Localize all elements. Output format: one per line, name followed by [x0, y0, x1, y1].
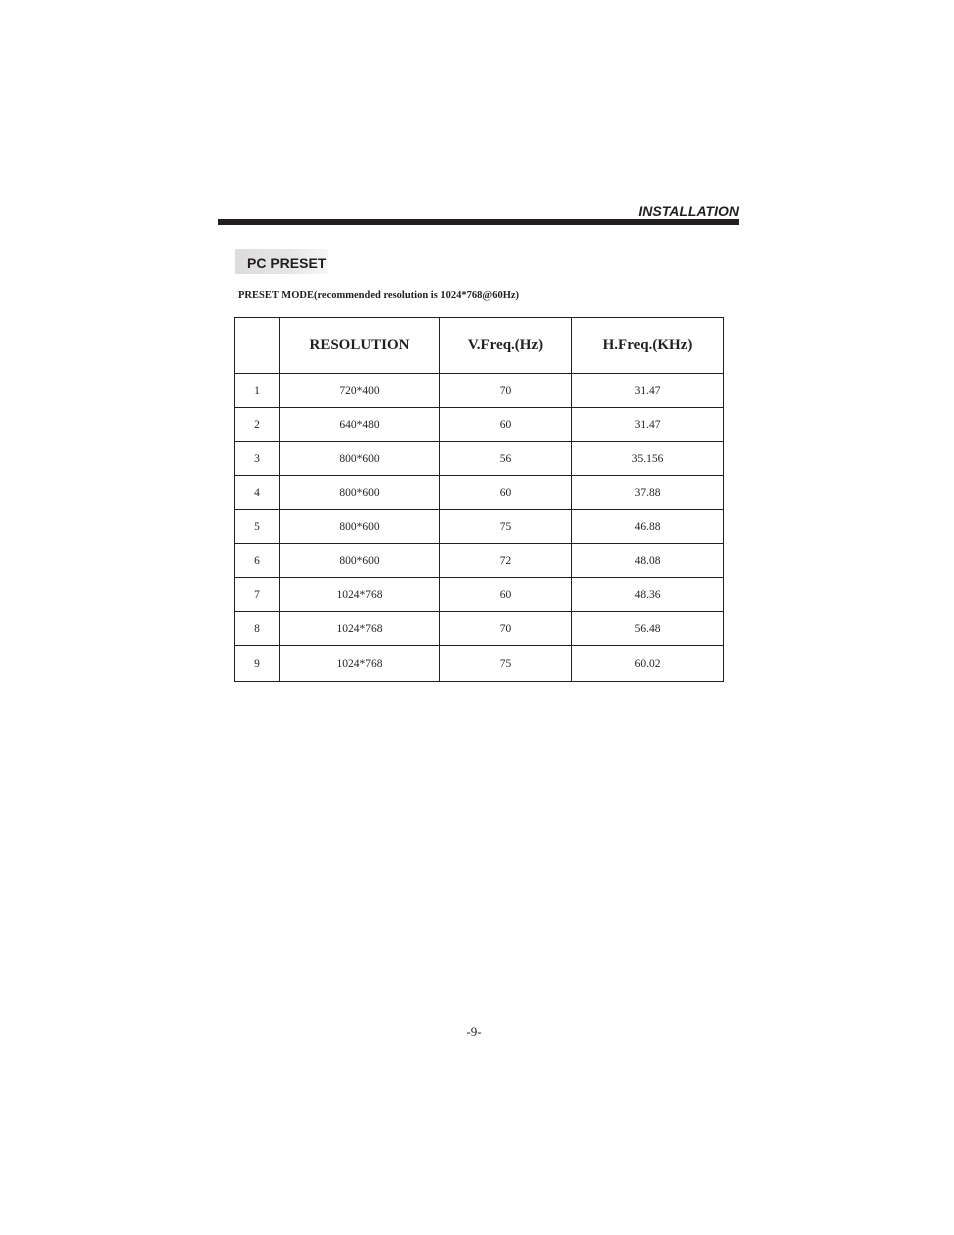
- cell-vfreq: 60: [440, 476, 572, 510]
- cell-hfreq: 48.08: [572, 544, 724, 578]
- subsection-title: PC PRESET: [247, 255, 327, 271]
- cell-hfreq: 46.88: [572, 510, 724, 544]
- cell-index: 8: [235, 612, 280, 646]
- cell-resolution: 1024*768: [280, 578, 440, 612]
- preset-mode-caption: PRESET MODE(recommended resolution is 1024*768@60Hz): [238, 290, 520, 301]
- cell-index: 7: [235, 578, 280, 612]
- cell-resolution: 800*600: [280, 510, 440, 544]
- table-row: [235, 510, 724, 544]
- cell-index: 3: [235, 442, 280, 476]
- cell-index: 9: [235, 646, 280, 682]
- cell-vfreq: 72: [440, 544, 572, 578]
- table-row: [235, 578, 724, 612]
- cell-resolution: 640*480: [280, 408, 440, 442]
- cell-hfreq: 31.47: [572, 408, 724, 442]
- column-header-index: [235, 318, 280, 374]
- cell-hfreq: 37.88: [572, 476, 724, 510]
- table-row: [235, 646, 724, 682]
- header-rule: [218, 219, 739, 225]
- cell-vfreq: 56: [440, 442, 572, 476]
- pc-preset-table: [234, 317, 724, 682]
- cell-hfreq: 31.47: [572, 374, 724, 408]
- cell-index: 1: [235, 374, 280, 408]
- subsection-tab: [235, 249, 328, 274]
- cell-vfreq: 75: [440, 510, 572, 544]
- cell-hfreq: 56.48: [572, 612, 724, 646]
- cell-resolution: 720*400: [280, 374, 440, 408]
- cell-vfreq: 60: [440, 408, 572, 442]
- cell-hfreq: 60.02: [572, 646, 724, 682]
- table-header-row: [235, 318, 724, 374]
- table-row: [235, 442, 724, 476]
- cell-resolution: 800*600: [280, 476, 440, 510]
- column-header-vfreq: V.Freq.(Hz): [440, 318, 572, 374]
- cell-vfreq: 70: [440, 374, 572, 408]
- table-row: [235, 476, 724, 510]
- column-header-resolution: RESOLUTION: [280, 318, 440, 374]
- cell-index: 4: [235, 476, 280, 510]
- column-header-hfreq: H.Freq.(KHz): [572, 318, 724, 374]
- cell-resolution: 800*600: [280, 442, 440, 476]
- cell-index: 2: [235, 408, 280, 442]
- table-row: [235, 544, 724, 578]
- cell-vfreq: 75: [440, 646, 572, 682]
- cell-index: 6: [235, 544, 280, 578]
- page-number: -9-: [466, 1024, 482, 1039]
- table-row: [235, 612, 724, 646]
- cell-vfreq: 70: [440, 612, 572, 646]
- section-title: INSTALLATION: [638, 203, 739, 219]
- cell-index: 5: [235, 510, 280, 544]
- table-row: [235, 374, 724, 408]
- cell-vfreq: 60: [440, 578, 572, 612]
- table-row: [235, 408, 724, 442]
- cell-resolution: 800*600: [280, 544, 440, 578]
- cell-resolution: 1024*768: [280, 612, 440, 646]
- cell-hfreq: 48.36: [572, 578, 724, 612]
- cell-hfreq: 35.156: [572, 442, 724, 476]
- cell-resolution: 1024*768: [280, 646, 440, 682]
